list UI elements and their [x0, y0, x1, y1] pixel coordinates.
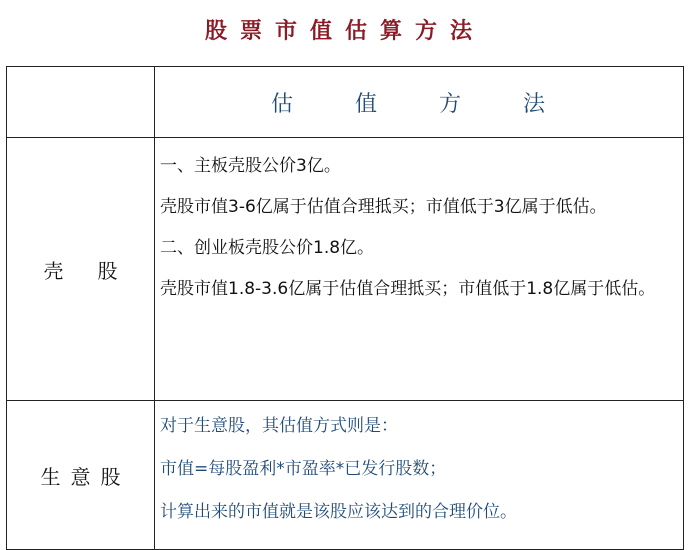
header-row — [7, 67, 684, 138]
shell-stock-label: 壳股 — [43, 258, 152, 283]
business-line-3: 计算出来的市值就是该股应该达到的合理价位。 — [160, 502, 517, 522]
shell-line-1: 一、主板壳股公价3亿。 — [160, 156, 341, 176]
business-stock-label: 生意股 — [40, 464, 131, 489]
shell-line-3: 二、创业板壳股公价1.8亿。 — [160, 238, 375, 258]
business-line-1: 对于生意股，其估值方式则是： — [160, 416, 398, 436]
business-stock-label-cell — [7, 401, 155, 550]
shell-stock-label-cell — [7, 138, 155, 401]
business-line-2: 市值=每股盈利*市盈率*已发行股数； — [160, 459, 447, 479]
shell-line-4: 壳股市值1.8-3.6亿属于估值合理抵买；市值低于1.8亿属于低估。 — [160, 279, 656, 299]
page-title: 股票市值估算方法 — [204, 18, 485, 44]
business-stock-content — [155, 401, 684, 550]
method-header-label: 估值方法 — [270, 91, 607, 117]
valuation-table — [6, 66, 684, 550]
method-header-cell — [155, 67, 684, 138]
shell-stock-row — [7, 138, 684, 401]
shell-stock-content — [155, 138, 684, 401]
header-corner-cell — [7, 67, 155, 138]
shell-line-2: 壳股市值3-6亿属于估值合理抵买；市值低于3亿属于低估。 — [160, 197, 607, 217]
business-stock-row — [7, 401, 684, 550]
